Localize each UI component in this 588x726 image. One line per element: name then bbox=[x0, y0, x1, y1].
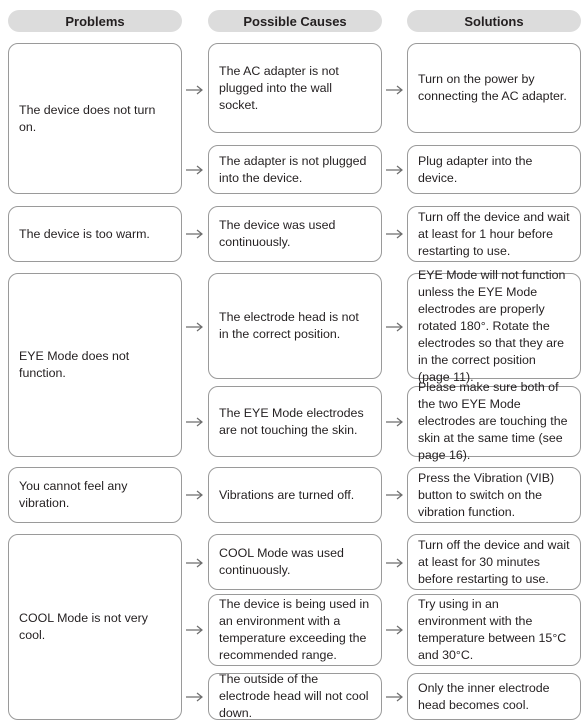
arrow-right-icon bbox=[186, 490, 204, 500]
arrow-right-icon bbox=[386, 322, 404, 332]
arrow-right-icon bbox=[186, 692, 204, 702]
cause-text: The adapter is not plugged into the device. bbox=[219, 153, 367, 185]
solution-box bbox=[407, 673, 581, 720]
solution-box bbox=[407, 206, 581, 262]
solution-box bbox=[407, 267, 581, 384]
arrow-right-icon bbox=[386, 229, 404, 239]
problem-box bbox=[8, 273, 182, 457]
problem-text: COOL Mode is not very cool. bbox=[19, 611, 149, 642]
cause-text: The device was used continuously. bbox=[219, 218, 336, 249]
cause-box bbox=[208, 43, 382, 133]
problem-box bbox=[8, 206, 182, 262]
solution-box bbox=[407, 534, 581, 590]
arrow-right-icon bbox=[386, 692, 404, 702]
problem-text: EYE Mode does not function. bbox=[19, 349, 130, 380]
header-solutions: Solutions bbox=[407, 10, 581, 32]
cause-text: The AC adapter is not plugged into the wall socket. bbox=[219, 63, 339, 112]
cause-box bbox=[208, 534, 382, 590]
header-problems: Problems bbox=[8, 10, 182, 32]
cause-text: The device is being used in an environment with a temperature exceeding the recommended range. bbox=[219, 597, 370, 662]
problem-box bbox=[8, 467, 182, 523]
solution-text: Turn off the device and wait at least for 30 minutes before restarting to use. bbox=[418, 537, 570, 586]
solution-box bbox=[407, 594, 581, 666]
cause-text: The EYE Mode electrodes are not touching the skin. bbox=[219, 405, 364, 437]
arrow-right-icon bbox=[386, 417, 404, 427]
cause-box bbox=[208, 145, 382, 194]
problem-box bbox=[8, 534, 182, 720]
solution-text: Turn off the device and wait at least for 1 hour before restarting to use. bbox=[418, 209, 570, 258]
problem-text: The device does not turn on. bbox=[19, 102, 156, 134]
solution-text: Turn on the power by connecting the AC adapter. bbox=[418, 72, 567, 103]
arrow-right-icon bbox=[186, 85, 204, 95]
arrow-right-icon bbox=[186, 229, 204, 239]
arrow-right-icon bbox=[386, 165, 404, 175]
cause-box bbox=[208, 594, 382, 666]
solution-text: Try using in an environment with the temperature between 15°C and 30°C. bbox=[418, 597, 567, 662]
problem-box bbox=[8, 43, 182, 194]
arrow-right-icon bbox=[386, 490, 404, 500]
cause-text: The electrode head is not in the correct position. bbox=[219, 310, 359, 341]
solution-text: Only the inner electrode head becomes cool. bbox=[418, 680, 550, 712]
solution-text: Plug adapter into the device. bbox=[418, 153, 533, 185]
cause-box bbox=[208, 386, 382, 457]
cause-text: The outside of the electrode head will not cool down. bbox=[219, 672, 369, 720]
cause-box bbox=[208, 206, 382, 262]
problem-text: You cannot feel any vibration. bbox=[19, 479, 128, 510]
arrow-right-icon bbox=[186, 558, 204, 568]
solution-text: EYE Mode will not function unless the EYE Mode electrodes are properly rotated 180°. Rotate the electrodes so that they are in the correct position (page 11). bbox=[418, 267, 566, 384]
arrow-right-icon bbox=[386, 625, 404, 635]
cause-box bbox=[208, 673, 382, 720]
cause-text: Vibrations are turned off. bbox=[219, 487, 355, 502]
solution-text: Press the Vibration (VIB) button to switch on the vibration function. bbox=[418, 470, 555, 519]
arrow-right-icon bbox=[186, 165, 204, 175]
arrow-right-icon bbox=[386, 558, 404, 568]
solution-box bbox=[407, 467, 581, 523]
solution-box bbox=[407, 380, 581, 462]
cause-text: COOL Mode was used continuously. bbox=[219, 546, 344, 577]
solution-box bbox=[407, 43, 581, 133]
arrow-right-icon bbox=[186, 417, 204, 427]
solution-text: Please make sure both of the two EYE Mode electrodes are touching the skin at the same time (see page 16). bbox=[418, 380, 568, 462]
arrow-right-icon bbox=[386, 85, 404, 95]
solution-box bbox=[407, 145, 581, 194]
problem-text: The device is too warm. bbox=[19, 226, 150, 241]
cause-box bbox=[208, 467, 382, 523]
arrow-right-icon bbox=[186, 625, 204, 635]
arrow-right-icon bbox=[186, 322, 204, 332]
header-possible-causes: Possible Causes bbox=[208, 10, 382, 32]
cause-box bbox=[208, 273, 382, 379]
